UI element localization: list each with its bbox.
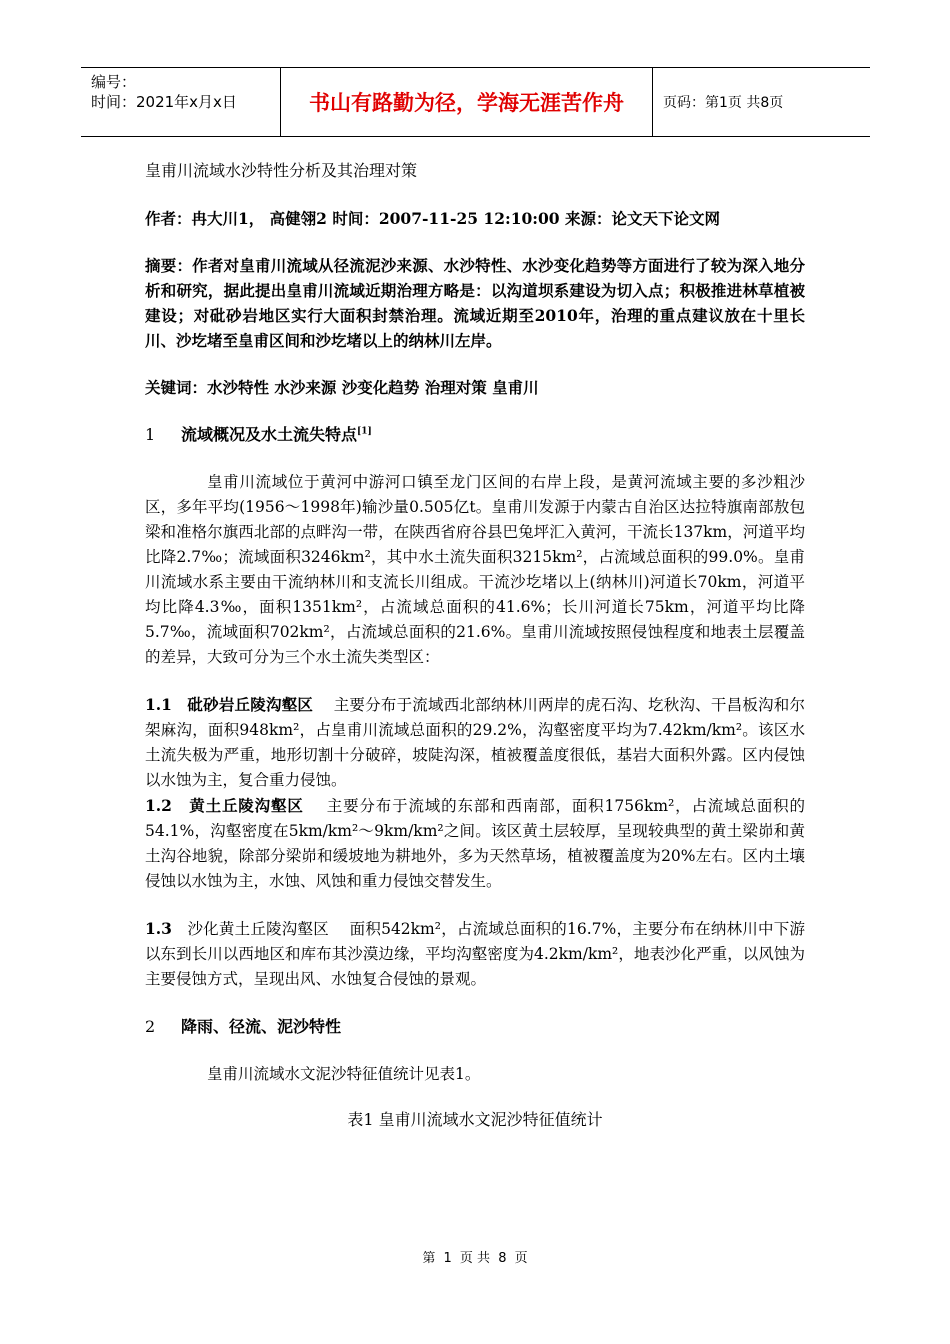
subsection-number: 1.3 (145, 919, 172, 938)
subsection-1-1 (145, 692, 805, 793)
subsection-text: 主要分布于流域西北部纳林川两岸的虎石沟、圪秋沟、干昌板沟和尔架麻沟，面积948km²，占皇甫川流域总面积的29.2%，沟壑密度平均为7.42km/km²。该区水土流失极为严重，地形切割十分破碎，坡陡沟深，植被覆盖度很低，基岩大面积外露。区内侵蚀以水蚀为主，复合重力侵蚀。 (145, 696, 805, 789)
time-label: 时间：2021年x月x日 (91, 93, 237, 111)
footer-total-pages: 8 (498, 1251, 507, 1266)
page-footer (0, 1247, 950, 1266)
section-2-paragraph: 皇甫川流域水文泥沙特征值统计见表1。 (207, 1065, 481, 1083)
section-2-heading (145, 1014, 805, 1040)
section-number: 2 (145, 1017, 156, 1036)
subsection-number: 1.2 (145, 796, 172, 815)
footer-suffix: 页 (514, 1251, 528, 1266)
section-number: 1 (145, 425, 156, 444)
article-meta: 作者：冉大川1， 高健翎2 时间：2007-11-25 12:10:00 来源：论文天下论文网 (145, 209, 720, 228)
section-title: 流域概况及水土流失特点 (181, 425, 358, 444)
footer-prefix: 第 (422, 1251, 436, 1266)
article-keywords: 关键词：水沙特性 水沙来源 沙变化趋势 治理对策 皇甫川 (145, 378, 539, 397)
subsection-number: 1.1 (145, 695, 172, 714)
subsection-title: 黄土丘陵沟壑区 (189, 796, 304, 815)
footer-page-number: 1 (443, 1251, 452, 1266)
header-meta (81, 68, 281, 136)
article-title: 皇甫川流域水沙特性分析及其治理对策 (145, 161, 418, 180)
reference-mark: [1] (357, 426, 372, 437)
page-header (81, 67, 870, 137)
subsection-text: 面积542km²，占流域总面积的16.7%，主要分布在纳林川中下游以东到长川以西地区和库布其沙漠边缘，平均沟壑密度为4.2km/km²，地表沙化严重，以风蚀为主要侵蚀方式，呈现出风、水蚀复合侵蚀的景观。 (145, 920, 805, 988)
subsection-1-2 (145, 793, 805, 894)
section-1-heading (145, 422, 805, 448)
number-label: 编号： (91, 73, 137, 91)
header-page-info: 页码：第1页 共8页 (663, 95, 784, 111)
subsection-title: 砒砂岩丘陵沟壑区 (187, 695, 314, 714)
table-caption: 表1 皇甫川流域水文泥沙特征值统计 (347, 1110, 603, 1129)
subsection-title: 沙化黄土丘陵沟壑区 (187, 920, 329, 938)
subsection-1-3 (145, 916, 805, 992)
header-motto: 书山有路勤为径，学海无涯苦作舟 (281, 68, 653, 136)
section-1-paragraph: 皇甫川流域位于黄河中游河口镇至龙门区间的右岸上段，是黄河流域主要的多沙粗沙区，多年平均(1956～1998年)输沙量0.505亿t。皇甫川发源于内蒙古自治区达拉特旗南部敖包梁和准格尔旗西北部的点畔沟一带，在陕西省府谷县巴兔坪汇入黄河，干流长137km，河道平均比降2.7‰；流域面积3246km²，其中水土流失面积3215km²，占流域总面积的99.0%。皇甫川流域水系主要由干流纳林川和支流长川组成。干流沙圪堵以上(纳林川)河道长70km，河道平均比降4.3‰，面积1351km²，占流域总面积的41.6%；长川河道长75km，河道平均比降5.7‰，流域面积702km²，占流域总面积的21.6%。皇甫川流域按照侵蚀程度和地表土层覆盖的差异，大致可分为三个水土流失类型区： (145, 473, 805, 666)
subsection-text: 主要分布于流域的东部和西南部，面积1756km²，占流域总面积的54.1%，沟壑密度在5km/km²～9km/km²之间。该区黄土层较厚，呈现较典型的黄土梁峁和黄土沟谷地貌，除部分梁峁和缓坡地为耕地外，多为天然草场，植被覆盖度为20%左右。区内土壤侵蚀以水蚀为主，水蚀、风蚀和重力侵蚀交替发生。 (145, 797, 805, 890)
article-body (145, 158, 805, 1130)
footer-mid: 页 共 (459, 1251, 491, 1266)
article-abstract: 摘要：作者对皇甫川流域从径流泥沙来源、水沙特性、水沙变化趋势等方面进行了较为深入地分析和研究，据此提出皇甫川流域近期治理方略是：以沟道坝系建设为切入点；积极推进林草植被建设；对砒砂岩地区实行大面积封禁治理。流域近期至2010年，治理的重点建议放在十里长川、沙圪堵至皇甫区间和沙圪堵以上的纳林川左岸。 (145, 256, 805, 350)
section-title: 降雨、径流、泥沙特性 (181, 1017, 342, 1036)
